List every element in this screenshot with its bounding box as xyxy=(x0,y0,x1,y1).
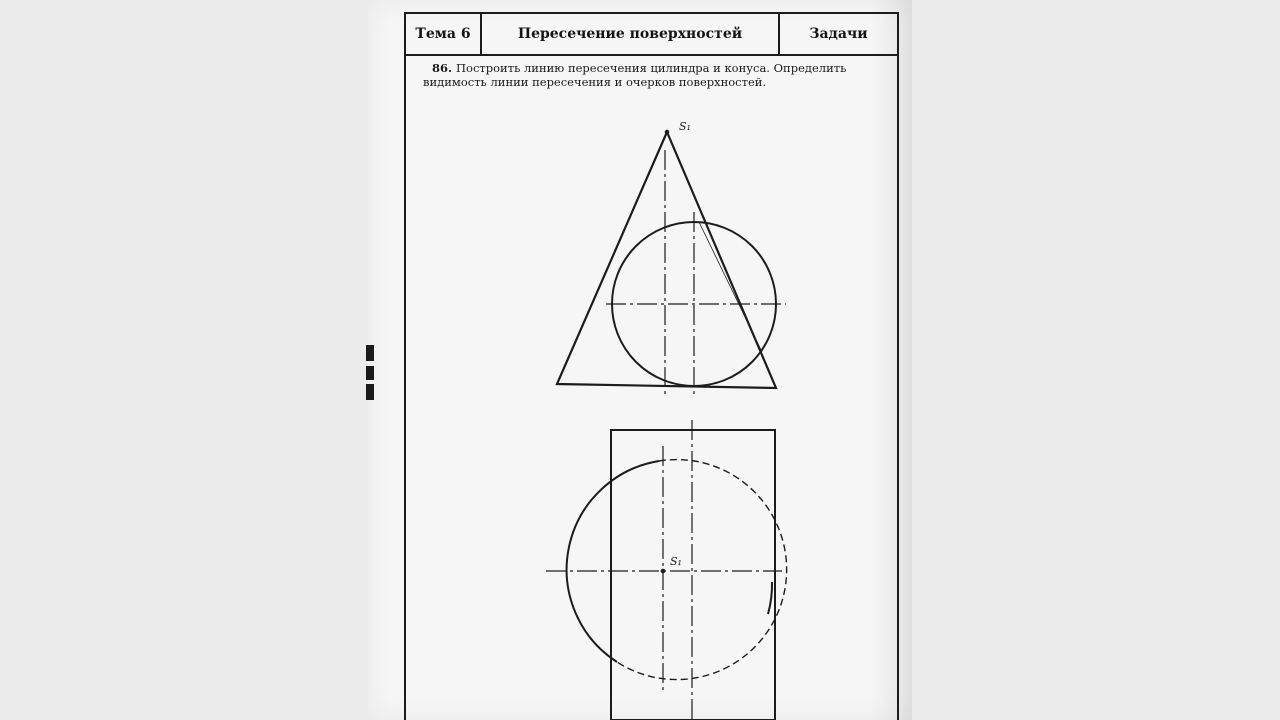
top-view xyxy=(546,420,787,720)
cylinder-outline-top xyxy=(611,430,775,720)
task-line-1: Построить линию пересечения цилиндра и конуса. Определить xyxy=(456,61,847,75)
section-kind: Задачи xyxy=(809,26,868,42)
apex-point-front xyxy=(665,130,670,135)
apex-label-front: S₁ xyxy=(679,120,691,133)
construction-line xyxy=(699,222,762,352)
topic-title: Пересечение поверхностей xyxy=(482,14,780,54)
apex-label-top: S₁ xyxy=(670,555,682,568)
apex-point-top xyxy=(661,569,666,574)
cone-outline xyxy=(557,132,776,388)
topic-cell: Тема 6 xyxy=(406,14,482,54)
task-line-2: видимость линии пересечения и очерков поверхностей. xyxy=(423,75,767,89)
cone-base-hidden-arc xyxy=(617,460,787,680)
cone-base-visible-right xyxy=(768,582,772,614)
apex-front xyxy=(665,120,691,134)
task-number: 86. xyxy=(432,61,453,75)
cone-base-visible-arc xyxy=(567,461,659,662)
front-view xyxy=(557,132,786,394)
